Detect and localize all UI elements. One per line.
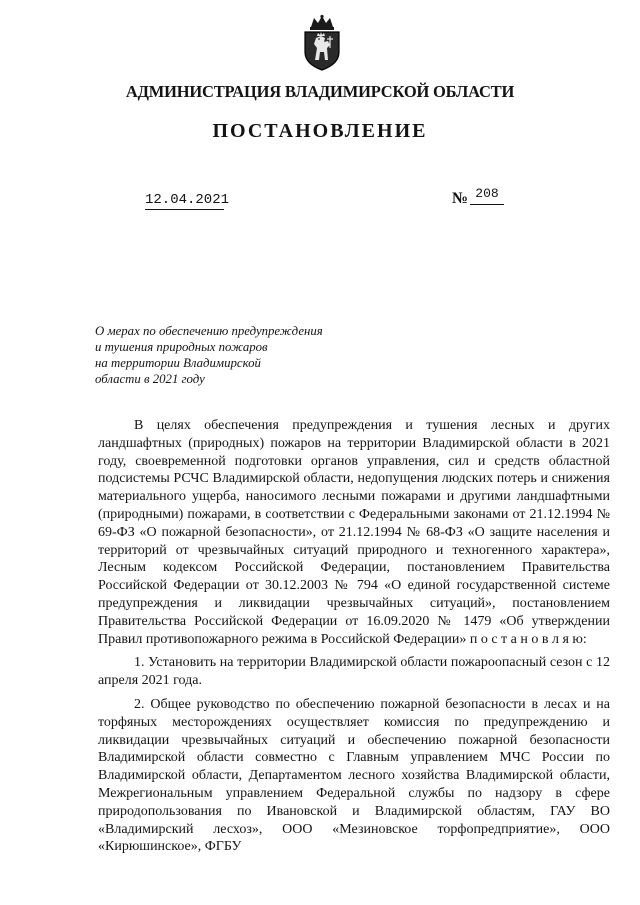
document-body: [98, 417, 610, 856]
subject-line: на территории Владимирской: [95, 356, 261, 370]
coat-of-arms-icon: [297, 14, 347, 72]
clause-paragraph: 2. Общее руководство по обеспечению пожарной безопасности в лесах и на торфяных месторождениях осуществляет комиссия по предупреждению и ликвидации чрезвычайных ситуаций и обеспечению пожарной безопасности Владимирской области совместно с Главным управлением МЧС России по Владимирской области, Департаментом лесного хозяйства Владимирской области, Межрегиональным управлением Федеральной службы по надзору в сфере природопользования по Ивановской и Владимирской областям, ГАУ ВО «Владимирский лесхоз», ООО «Мезиновское торфопредприятие», ООО «Кирюшинское», ФГБУ: [98, 696, 610, 855]
document-date: 12.04.2021: [145, 192, 230, 208]
subject-line: О мерах по обеспечению предупреждения: [95, 324, 323, 338]
document-type-title: ПОСТАНОВЛЕНИЕ: [212, 120, 428, 142]
document-number: 208: [470, 186, 504, 205]
subject-line: области в 2021 году: [95, 372, 205, 386]
clause-paragraph: 1. Установить на территории Владимирской области пожароопасный сезон с 12 апреля 2021 года.: [98, 655, 610, 689]
document-subject: [95, 323, 395, 387]
subject-line: и тушения природных пожаров: [95, 340, 268, 354]
number-sign: №: [452, 190, 469, 207]
preamble-paragraph: В целях обеспечения предупреждения и тушения лесных и других ландшафтных (природных) пожаров на территории Владимирской области в 2021 году, своевременной подготовки органов управления, сил и средств областной подсистемы РСЧС Владимирской области, недопущения людских потерь и снижения материального ущерба, наносимого лесными пожарами и другими ландшафтными (природными) пожарами, в соответствии с Федеральными законами от 21.12.1994 № 69-ФЗ «О пожарной безопасности», от 21.12.1994 № 68-ФЗ «О защите населения и территорий от чрезвычайных ситуаций природного и техногенного характера», Лесным кодексом Российской Федерации, постановлением Правительства Российской Федерации от 30.12.2003 № 794 «О единой государственной системе предупреждения и ликвидации чрезвычайных ситуаций», постановлением Правительства Российской Федерации от 16.09.2020 № 1479 «Об утверждении Правил противопожарного режима в Российской Федерации» п о с т а н о в л я ю:: [98, 418, 610, 647]
organization-name: АДМИНИСТРАЦИЯ ВЛАДИМИРСКОЙ ОБЛАСТИ: [125, 82, 515, 101]
